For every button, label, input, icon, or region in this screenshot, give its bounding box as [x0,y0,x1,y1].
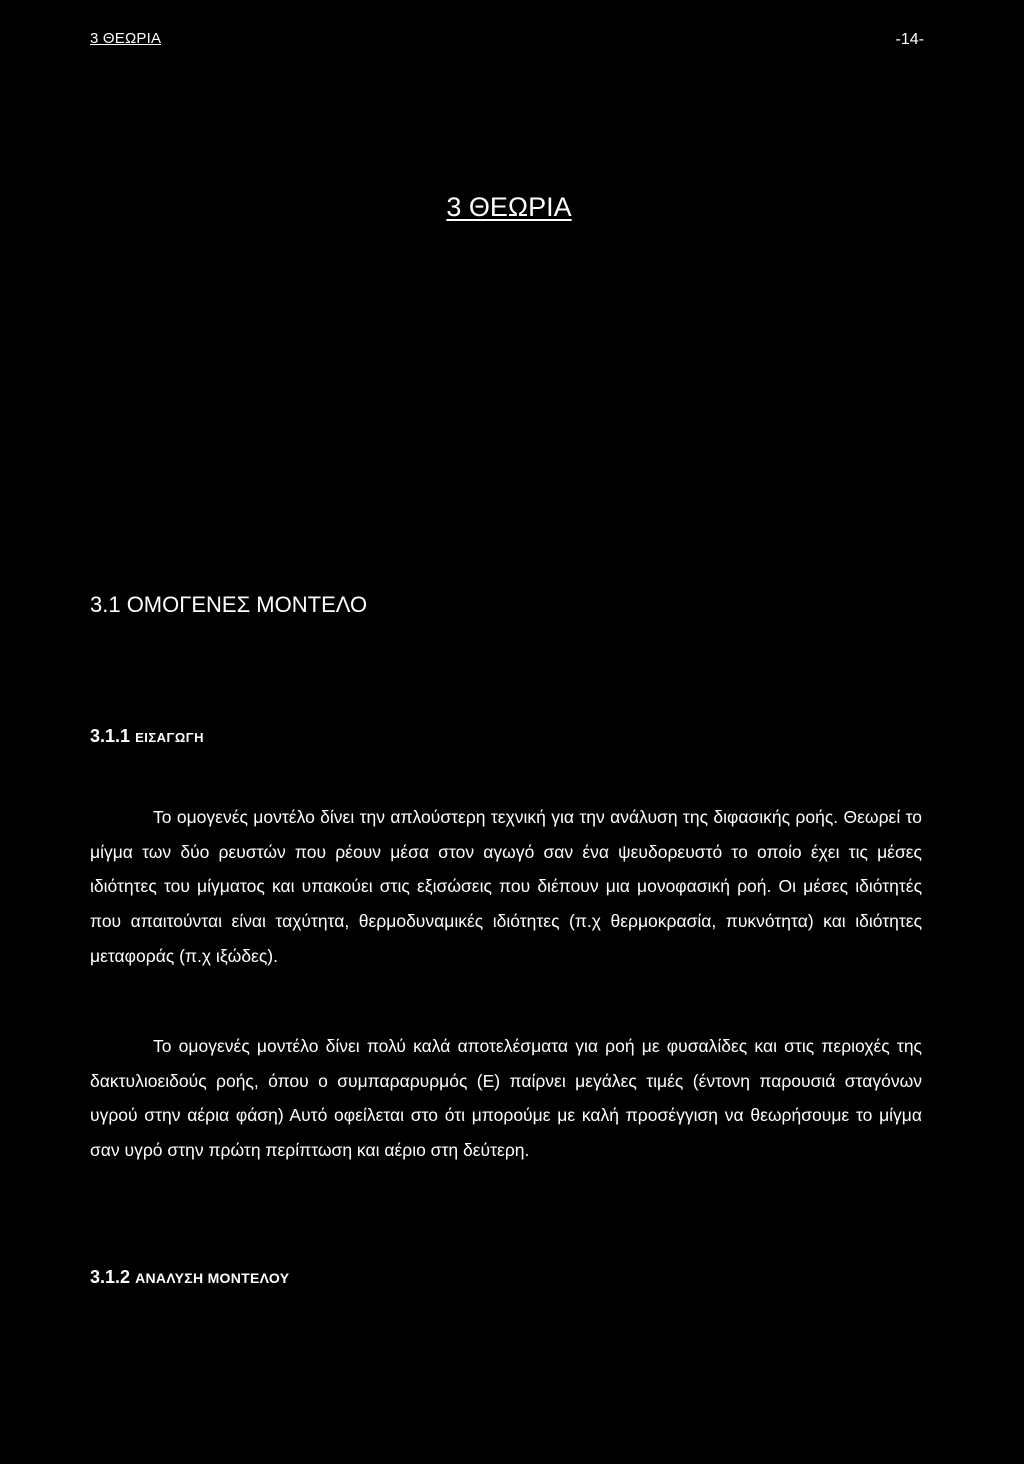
chapter-title: 3 ΘΕΩΡΙΑ [446,192,572,222]
page-number: -14- [895,31,924,48]
paragraph-1: Το ομογενές μοντέλο δίνει την απλούστερη τεχνική για την ανάλυση της διφασικής ροής. Θεωρεί το μίγμα των δύο ρευστών που ρέουν μέσα στον αγωγό σαν ένα ψευδορευστό το οποίο έχει τις μέσες ιδιότητες του μίγματος και υπακούει στις εξισώσεις που διέπουν μια μονοφασική ροή. Οι μέσες ιδιότητές που απαιτούνται είναι ταχύτητα, θερμοδυναμικές ιδιότητες (π.χ θερμοκρασία, πυκνότητα) και ιδιότητες μεταφοράς (π.χ ιξώδες). [90,807,922,966]
subsection-heading-introduction [90,726,204,747]
subsection-title: ΑΝΑΛΥΣΗ ΜΟΝΤΕΛΟΥ [135,1270,290,1286]
subsection-heading-model-analysis [90,1267,289,1288]
subsection-number: 3.1.1 [90,726,131,746]
section-title: 3.1 ΟΜΟΓΕΝΕΣ ΜΟΝΤΕΛΟ [90,592,368,617]
subsection-number: 3.1.2 [90,1267,131,1287]
header-chapter-label: 3 ΘΕΩΡΙΑ [90,30,162,47]
paragraph-2: Το ομογενές μοντέλο δίνει πολύ καλά αποτελέσματα για ροή με φυσαλίδες και στις περιοχές της δακτυλιοειδούς ροής, όπου ο συμπαραρυρμός (Ε) παίρνει μεγάλες τιμές (έντονη παρουσιά σταγόνων υγρού στην αέρια φάση) Αυτό οφείλεται στο ότι μπορούμε με καλή προσέγγιση να θεωρήσουμε το μίγμα σαν υγρό στην πρώτη περίπτωση και αέριο στη δεύτερη. [90,1036,922,1161]
subsection-title: ΕΙΣΑΓΩΓΗ [135,730,204,745]
